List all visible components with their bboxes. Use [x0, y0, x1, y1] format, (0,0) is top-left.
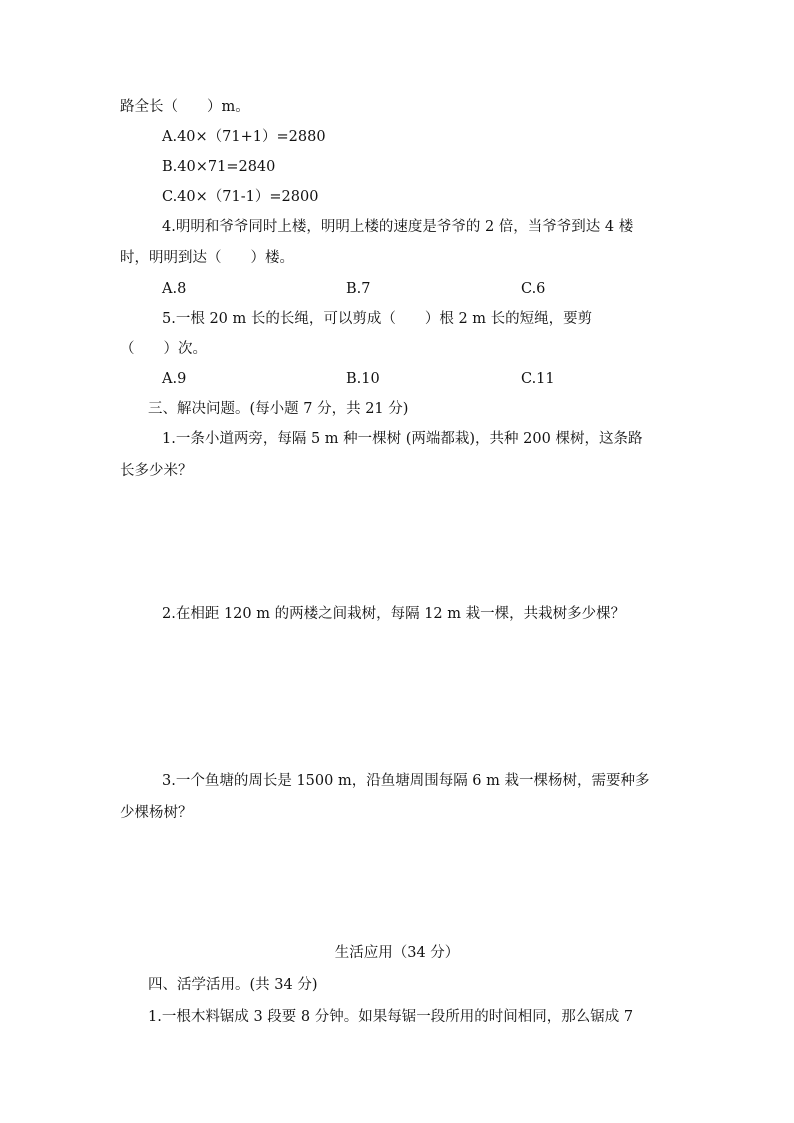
problem-3-line-1: 3.一个鱼塘的周长是 1500 m，沿鱼塘周围每隔 6 m 栽一棵杨树，需要种多	[162, 773, 650, 789]
problem-3-line-2: 少棵杨树？	[120, 805, 193, 821]
problem-1-line-1: 1.一条小道两旁，每隔 5 m 种一棵树 (两端都栽)，共种 200 棵树，这条路	[162, 431, 643, 447]
q5-option-b: B.10	[346, 371, 380, 387]
q3-option-c: C.40×（71-1）=2800	[162, 189, 319, 205]
section-4-title: 四、活学活用。(共 34 分)	[148, 977, 318, 993]
life-application-heading: 生活应用（34 分）	[334, 945, 460, 961]
q4-option-c: C.6	[521, 281, 546, 297]
question-3-continuation: 路全长（ ）m。	[120, 99, 250, 115]
section-3-title: 三、解决问题。(每小题 7 分，共 21 分)	[148, 401, 409, 417]
q5-option-c: C.11	[521, 371, 555, 387]
q4-option-a: A.8	[162, 281, 187, 297]
activity-1-line-1: 1.一根木料锯成 3 段要 8 分钟。如果每锯一段所用的时间相同，那么锯成 7	[148, 1009, 634, 1025]
question-4-line-1: 4.明明和爷爷同时上楼，明明上楼的速度是爷爷的 2 倍，当爷爷到达 4 楼	[162, 219, 634, 235]
problem-1-line-2: 长多少米？	[120, 463, 193, 479]
question-5-line-1: 5.一根 20 m 长的长绳，可以剪成（ ）根 2 m 长的短绳，要剪	[162, 311, 593, 327]
question-4-line-2: 时，明明到达（ ）楼。	[120, 250, 294, 266]
q3-option-b: B.40×71=2840	[162, 159, 276, 175]
question-5-line-2: （ ）次。	[120, 341, 207, 357]
q4-option-b: B.7	[346, 281, 371, 297]
q3-option-a: A.40×（71+1）=2880	[162, 129, 326, 145]
q5-option-a: A.9	[162, 371, 187, 387]
problem-2-line-1: 2.在相距 120 m 的两楼之间栽树，每隔 12 m 栽一棵，共栽树多少棵？	[162, 606, 626, 622]
